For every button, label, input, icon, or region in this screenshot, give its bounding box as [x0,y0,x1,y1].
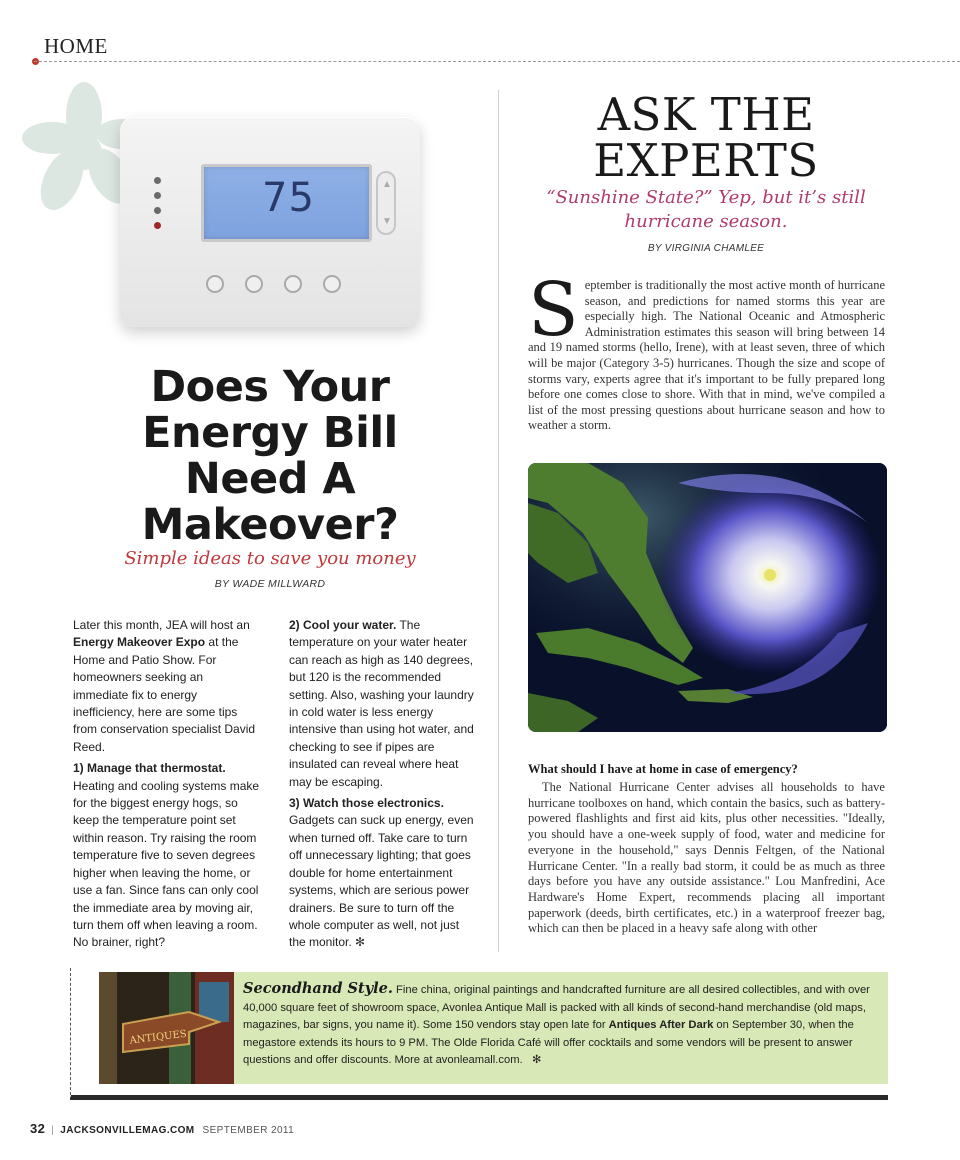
thermostat-arrows-icon: ▲ ▼ [376,171,396,235]
sidebar-box [99,972,888,1084]
tip-2: 2) Cool your water. The temperature on your water heater can reach as high as 140 degrees, but 120 is the recommended setting. Also, washing your laundry in cold water is less energy intensive than using hot water, and checking to see if pipes are insulated can reveal where heat may be escaping. [289,618,474,789]
intro-paragraph: Later this month, JEA will host an Energy Makeover Expo at the Home and Patio Show. For homeowners seeking an immediate fix to energy inefficiency, here are some tips from conservation specialist David Reed. [73,618,256,754]
thermostat-display [201,164,372,242]
footer-issue: SEPTEMBER 2011 [202,1125,295,1136]
right-intro: September is traditionally the most active month of hurricane season, and predictions for named storms this year are especially high. The National Oceanic and Atmospheric Administration estimates this season will bring between 14 and 19 named storms (hello, Irene), with at least seven, three of which will be major (Category 3-5) hurricanes. Though the size and scope of storms vary, experts agree that it's important to be fully prepared long before one comes close to shore. With that in mind, we've compiled a list of the most pressing questions about hurricane season and how to weather a storm. [528,267,885,433]
sidebar-text: Secondhand Style. Fine china, original paintings and handcrafted furniture are all desired collectibles, and with over 40,000 square feet of showroom space, Avonlea Antique Mall is packed with all kinds of second-hand merchandise (old maps, magazines, bar signs, you name it). Some 150 vendors stay open late for Antiques After Dark on September 30, when the megastore extends its hours to 9 PM. The Olde Florida Café will offer cocktails and some vendors will be present to answer questions and offer discounts. More at avonleamall.com. ✻ [243,980,870,1067]
question-heading: What should I have at home in case of emergency? [528,762,798,776]
right-byline: BY VIRGINIA CHAMLEE [647,243,765,254]
top-divider [34,61,960,62]
left-headline: Does Your Energy Bill Need A Makeover? [141,362,399,550]
antiques-sign-photo [99,972,234,1084]
thermostat-buttons [206,275,362,295]
left-byline: BY WADE MILLWARD [214,578,326,590]
tip-3: 3) Watch those electronics. Gadgets can suck up energy, even when turned off. Take care to turn off unnecessary lighting; that goes double for home entertainment systems, which are serious power drainers. Be sure to turn off the whole computer as well, not just the monitor. ✻ [289,796,474,950]
footer-website: JACKSONVILLEMAG.COM [60,1125,195,1136]
left-subtitle: Simple ideas to save you money [124,548,416,569]
left-column-2 [289,617,479,956]
left-column-1 [73,617,261,956]
thermostat-temperature: 75 [262,175,315,221]
column-divider [498,90,499,952]
indicator-lights [154,177,162,237]
answer-paragraph: The National Hurricane Center advises all households to have hurricane toolboxes on hand, which contain the basics, such as battery-powered flashlights and first aid kits, plus other necessities. "Ideally, you should have a one-week supply of food, water and medicine for everyone in the household," says Dennis Feltgen, of the National Hurricane Center. "In a really bad storm, it could be as much as three days before you have any outside assistance." Lou Manfredini, Ace Hardware's Home Expert, recommends placing all important paperwork (deeds, birth certificates, etc.) in a waterproof freezer bag, which can then be placed in a heavy safe along with other [528,780,885,936]
right-title: ASK THE EXPERTS [593,88,819,187]
sign-text: ANTIQUES [128,1028,188,1047]
end-mark-icon: ✻ [355,935,366,950]
right-subtitle: “Sunshine State?” Yep, but it’s still hurricane season. [546,187,866,232]
section-tag: HOME [44,34,108,58]
page-footer [30,1121,294,1136]
sidebar-title: Secondhand Style. [243,980,393,997]
footer-separator: | [51,1125,55,1136]
drop-cap: S [528,267,579,353]
thermostat-photo [120,117,420,327]
hurricane-satellite-photo [528,463,887,732]
end-mark-icon: ✻ [531,1054,542,1067]
tip-1: 1) Manage that thermostat. Heating and cooling systems make for the biggest energy hogs, so keep the temperature point set within reason. Try raising the room temperature five to seven degrees higher when leaving the home, or use a fan. Since fans can only cool the immediate area by moving air, turn them off when leaving a room. No brainer, right? [73,761,260,950]
page-number: 32 [30,1121,46,1136]
